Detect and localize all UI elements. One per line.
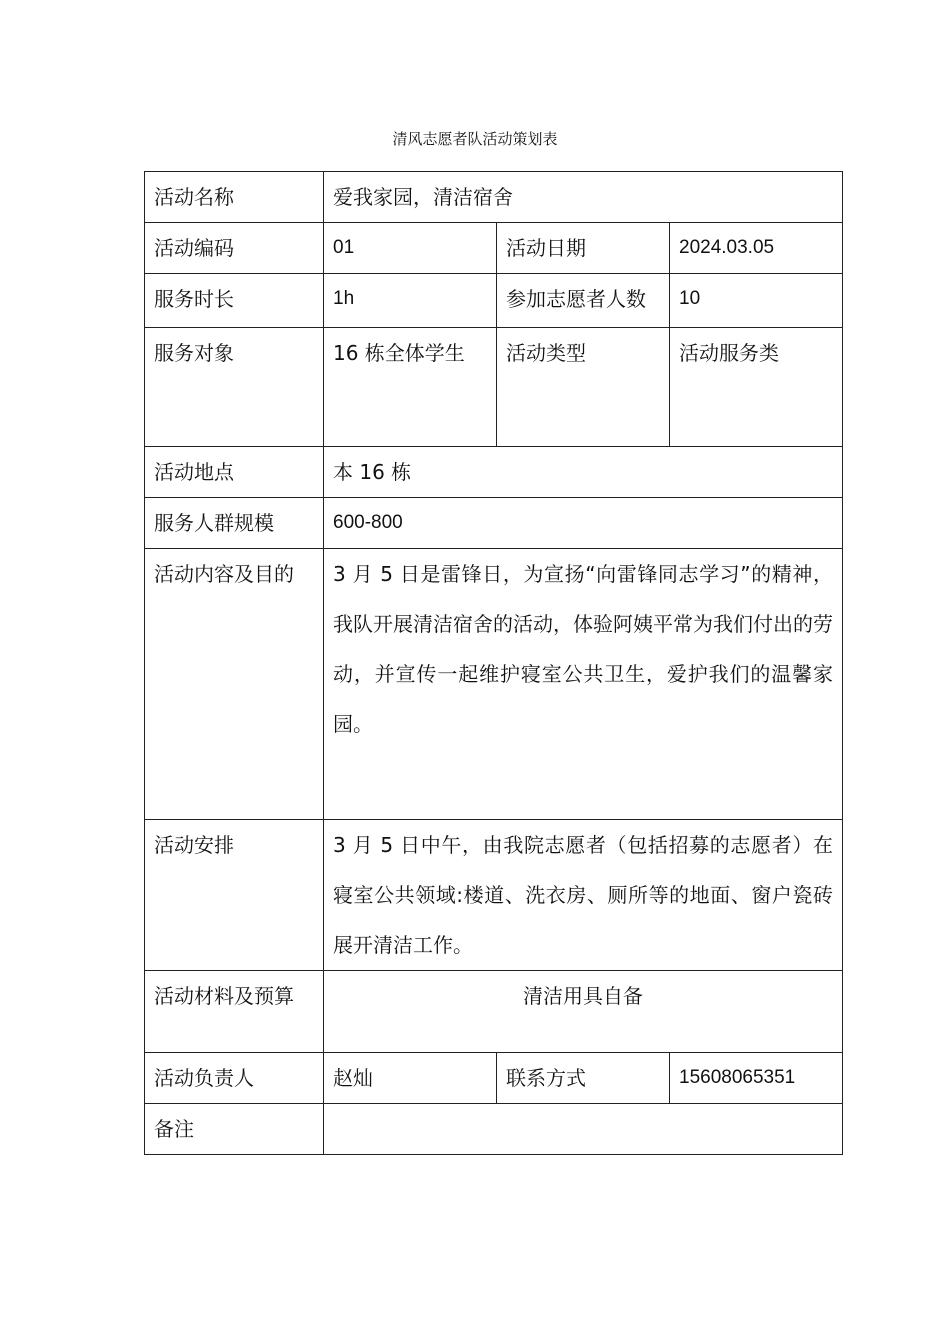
table-row <box>145 328 843 447</box>
activity-type-value: 活动服务类 <box>670 328 843 447</box>
table-row <box>145 223 843 274</box>
form-title: 清风志愿者队活动策划表 <box>392 130 558 148</box>
arrangement-value: 3 月 5 日中午，由我院志愿者（包括招募的志愿者）在寝室公共领域:楼道、洗衣房、厕所等的地面、窗户瓷砖展开清洁工作。 <box>324 820 843 971</box>
activity-name-label: 活动名称 <box>145 172 324 223</box>
leader-value: 赵灿 <box>324 1053 497 1104</box>
activity-type-label: 活动类型 <box>497 328 670 447</box>
service-scale-label: 服务人群规模 <box>145 498 324 549</box>
table-row <box>145 971 843 1053</box>
table-row <box>145 172 843 223</box>
remarks-label: 备注 <box>145 1104 324 1155</box>
leader-label: 活动负责人 <box>145 1053 324 1104</box>
table-row <box>145 274 843 328</box>
contact-value: 15608065351 <box>670 1053 843 1104</box>
activity-code-label: 活动编码 <box>145 223 324 274</box>
table-row <box>145 820 843 971</box>
volunteer-count-value: 10 <box>670 274 843 328</box>
table-row <box>145 1053 843 1104</box>
arrangement-label: 活动安排 <box>145 820 324 971</box>
table-row <box>145 498 843 549</box>
service-duration-value: 1h <box>324 274 497 328</box>
table-row <box>145 1104 843 1155</box>
location-value: 本 16 栋 <box>324 447 843 498</box>
activity-code-value: 01 <box>324 223 497 274</box>
service-scale-value: 600-800 <box>324 498 843 549</box>
budget-value: 清洁用具自备 <box>324 971 843 1053</box>
activity-name-value: 爱我家园，清洁宿舍 <box>324 172 843 223</box>
content-value: 3 月 5 日是雷锋日，为宣扬“向雷锋同志学习”的精神，我队开展清洁宿舍的活动，体验阿姨平常为我们付出的劳动，并宣传一起维护寝室公共卫生，爱护我们的温馨家园。 <box>324 549 843 820</box>
service-duration-label: 服务时长 <box>145 274 324 328</box>
budget-label: 活动材料及预算 <box>145 971 324 1053</box>
service-target-label: 服务对象 <box>145 328 324 447</box>
table-row <box>145 549 843 820</box>
plan-table <box>144 171 843 1155</box>
service-target-value: 16 栋全体学生 <box>324 328 497 447</box>
content-label: 活动内容及目的 <box>145 549 324 820</box>
volunteer-count-label: 参加志愿者人数 <box>497 274 670 328</box>
remarks-value <box>324 1104 843 1155</box>
activity-date-value: 2024.03.05 <box>670 223 843 274</box>
table-row <box>145 447 843 498</box>
location-label: 活动地点 <box>145 447 324 498</box>
activity-date-label: 活动日期 <box>497 223 670 274</box>
contact-label: 联系方式 <box>497 1053 670 1104</box>
